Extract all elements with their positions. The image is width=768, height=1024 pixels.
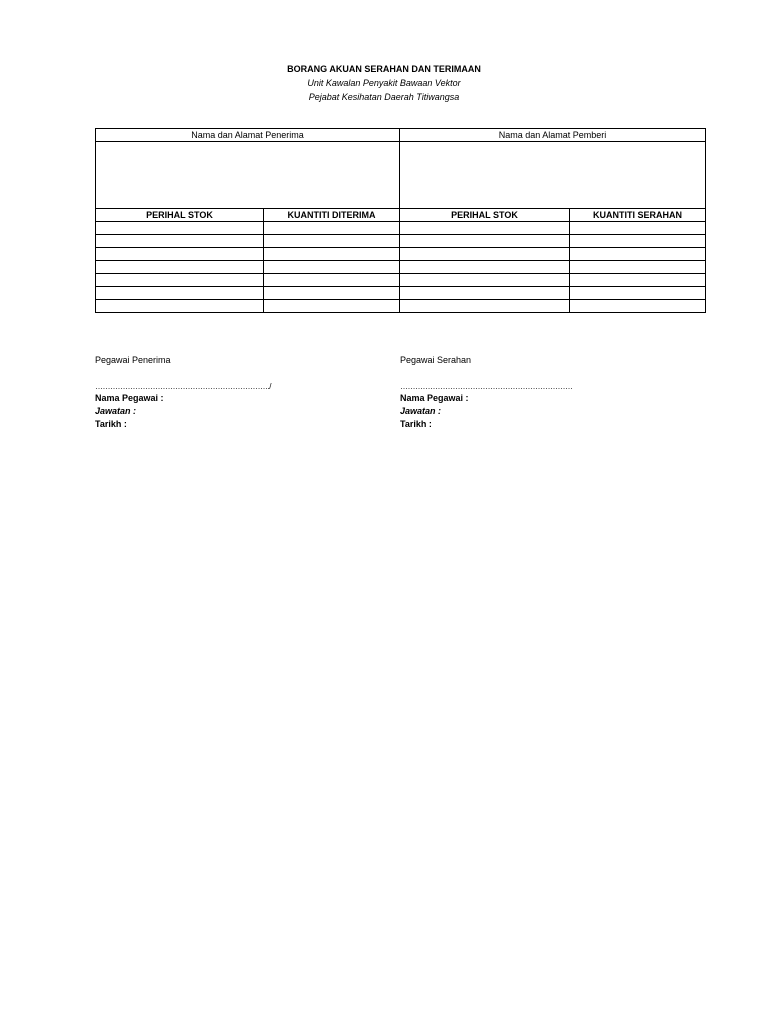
document-header (0, 62, 768, 104)
table-row (96, 300, 706, 313)
table-cell[interactable] (264, 248, 400, 261)
giver-position-field[interactable]: Jawatan : (400, 406, 442, 416)
table-row (96, 222, 706, 235)
receiver-position-field[interactable]: Jawatan : (95, 406, 137, 416)
giver-address-field[interactable] (400, 142, 706, 209)
table-row (96, 274, 706, 287)
form-title: BORANG AKUAN SERAHAN DAN TERIMAAN (287, 64, 481, 74)
stock-handover-table (95, 128, 706, 313)
col-header-kuantiti-serahan: KUANTITI SERAHAN (570, 209, 706, 222)
table-cell[interactable] (96, 248, 264, 261)
receiver-officer-label: Pegawai Penerima (95, 355, 171, 365)
table-cell[interactable] (96, 287, 264, 300)
table-cell[interactable] (400, 235, 570, 248)
receiver-section-header: Nama dan Alamat Penerima (96, 129, 400, 142)
table-cell[interactable] (96, 300, 264, 313)
table-row (96, 248, 706, 261)
table-cell[interactable] (570, 222, 706, 235)
table-cell[interactable] (264, 300, 400, 313)
col-header-kuantiti-diterima: KUANTITI DITERIMA (264, 209, 400, 222)
giver-signature-line: …………………………………………………………… (400, 382, 573, 391)
receiver-address-field[interactable] (96, 142, 400, 209)
giver-name-field[interactable]: Nama Pegawai : (400, 393, 469, 403)
giver-date-field[interactable]: Tarikh : (400, 419, 432, 429)
receiver-signature-line: ……………………………………………………………./ (95, 382, 271, 391)
table-cell[interactable] (264, 261, 400, 274)
office-name: Pejabat Kesihatan Daerah Titiwangsa (308, 92, 460, 102)
table-cell[interactable] (400, 248, 570, 261)
table-cell[interactable] (570, 235, 706, 248)
table-row (96, 261, 706, 274)
col-header-perihal-stok-received: PERIHAL STOK (96, 209, 264, 222)
table-cell[interactable] (96, 222, 264, 235)
table-row (96, 235, 706, 248)
table-cell[interactable] (570, 287, 706, 300)
unit-name: Unit Kawalan Penyakit Bawaan Vektor (307, 78, 461, 88)
table-row (96, 287, 706, 300)
table-cell[interactable] (264, 287, 400, 300)
table-cell[interactable] (400, 287, 570, 300)
table-cell[interactable] (96, 274, 264, 287)
table-cell[interactable] (400, 274, 570, 287)
col-header-perihal-stok-given: PERIHAL STOK (400, 209, 570, 222)
giver-signature-block (400, 354, 680, 431)
table-cell[interactable] (264, 235, 400, 248)
table-cell[interactable] (96, 235, 264, 248)
table-cell[interactable] (570, 261, 706, 274)
giver-officer-label: Pegawai Serahan (400, 355, 472, 365)
table-cell[interactable] (264, 222, 400, 235)
table-cell[interactable] (264, 274, 400, 287)
receiver-name-field[interactable]: Nama Pegawai : (95, 393, 164, 403)
table-cell[interactable] (400, 300, 570, 313)
table-cell[interactable] (96, 261, 264, 274)
receiver-date-field[interactable]: Tarikh : (95, 419, 127, 429)
table-cell[interactable] (400, 222, 570, 235)
giver-section-header: Nama dan Alamat Pemberi (400, 129, 706, 142)
receiver-signature-block (95, 354, 375, 431)
table-cell[interactable] (400, 261, 570, 274)
table-cell[interactable] (570, 300, 706, 313)
table-cell[interactable] (570, 274, 706, 287)
table-cell[interactable] (570, 248, 706, 261)
